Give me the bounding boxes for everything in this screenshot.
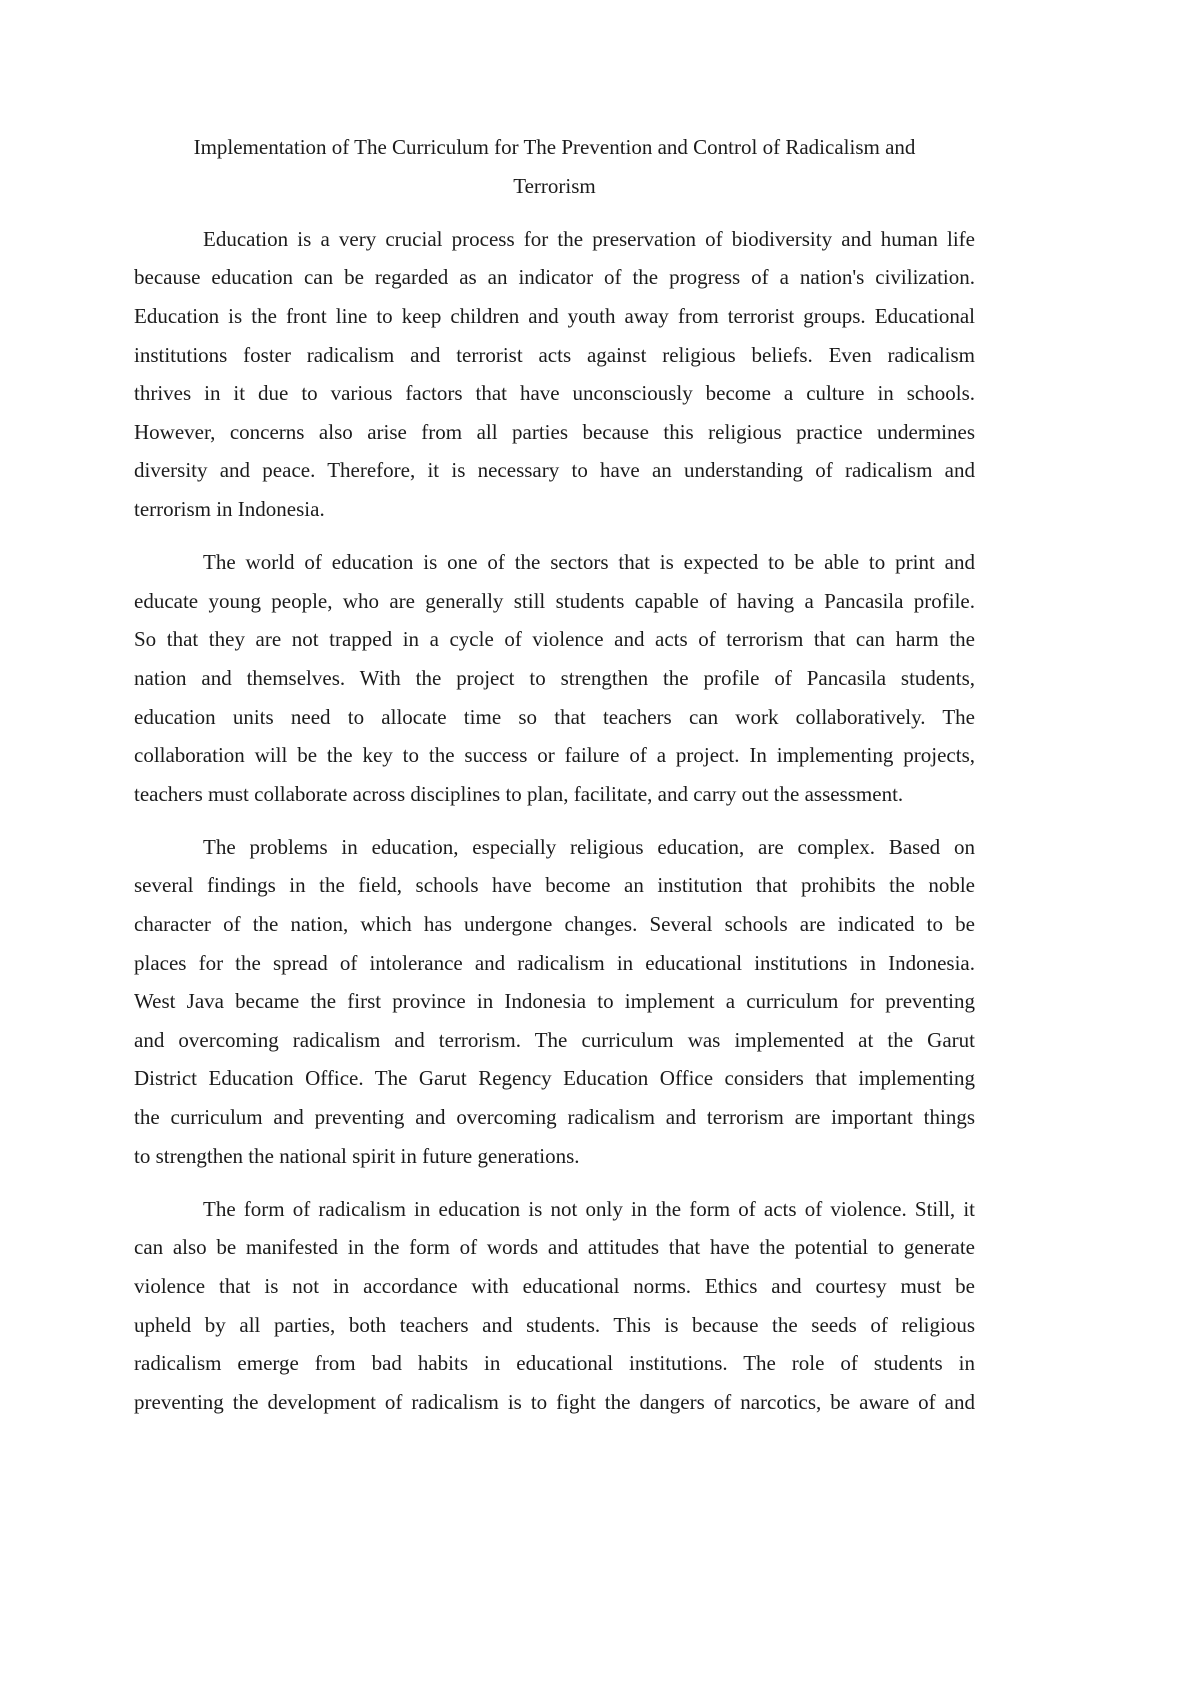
- paragraph-line: character of the nation, which has undergone changes. Several schools are indicated to be: [134, 912, 975, 937]
- document-title: [134, 128, 975, 205]
- title-line: Implementation of The Curriculum for The Prevention and Control of Radicalism and: [193, 135, 916, 159]
- paragraph-line: radicalism emerge from bad habits in educational institutions. The role of students in: [134, 1351, 975, 1376]
- paragraph-line: education units need to allocate time so that teachers can work collaboratively. The: [134, 704, 975, 729]
- paragraph-line: So that they are not trapped in a cycle of violence and acts of terrorism that can harm the: [134, 627, 975, 652]
- paragraph-2: [134, 543, 975, 813]
- paragraph-line: The world of education is one of the sectors that is expected to be able to print and: [203, 550, 975, 575]
- paragraph-line: West Java became the first province in Indonesia to implement a curriculum for preventing: [134, 989, 975, 1014]
- paragraph-line: educate young people, who are generally still students capable of having a Pancasila profile.: [134, 588, 975, 613]
- paragraph-line: Education is a very crucial process for the preservation of biodiversity and human life: [203, 226, 975, 251]
- paragraph-line: several findings in the field, schools have become an institution that prohibits the noble: [134, 873, 975, 898]
- paragraph-line: can also be manifested in the form of words and attitudes that have the potential to generate: [134, 1235, 975, 1260]
- paragraph-4: [134, 1190, 975, 1422]
- paragraph-line: Education is the front line to keep children and youth away from terrorist groups. Educational: [134, 303, 975, 328]
- paragraph-line: upheld by all parties, both teachers and students. This is because the seeds of religious: [134, 1312, 975, 1337]
- paragraph-line: terrorism in Indonesia.: [134, 496, 325, 521]
- paragraph-1: [134, 220, 975, 529]
- paragraph-line: the curriculum and preventing and overcoming radicalism and terrorism are important things: [134, 1105, 975, 1130]
- paragraph-line: The problems in education, especially religious education, are complex. Based on: [203, 834, 975, 859]
- title-line: Terrorism: [513, 173, 596, 198]
- paragraph-3: [134, 828, 975, 1175]
- paragraph-line: places for the spread of intolerance and radicalism in educational institutions in Indonesia.: [134, 950, 975, 975]
- paragraph-line: teachers must collaborate across disciplines to plan, facilitate, and carry out the assessment.: [134, 781, 904, 806]
- paragraph-line: thrives in it due to various factors that have unconsciously become a culture in schools.: [134, 381, 975, 406]
- paragraph-line: violence that is not in accordance with educational norms. Ethics and courtesy must be: [134, 1274, 975, 1298]
- paragraph-line: to strengthen the national spirit in future generations.: [134, 1143, 580, 1168]
- paragraph-line: collaboration will be the key to the success or failure of a project. In implementing projects,: [134, 743, 975, 768]
- paragraph-line: nation and themselves. With the project to strengthen the profile of Pancasila students,: [134, 665, 975, 690]
- paragraph-line: However, concerns also arise from all parties because this religious practice undermines: [134, 419, 975, 444]
- paragraph-line: preventing the development of radicalism is to fight the dangers of narcotics, be aware of and: [134, 1389, 975, 1414]
- paragraph-line: because education can be regarded as an indicator of the progress of a nation's civilization.: [134, 265, 975, 290]
- paragraph-line: District Education Office. The Garut Regency Education Office considers that implementing: [134, 1066, 975, 1091]
- paragraph-line: and overcoming radicalism and terrorism. The curriculum was implemented at the Garut: [134, 1027, 975, 1052]
- paragraph-line: institutions foster radicalism and terrorist acts against religious beliefs. Even radicalism: [134, 342, 975, 367]
- paragraph-line: The form of radicalism in education is not only in the form of acts of violence. Still, it: [203, 1196, 975, 1221]
- paragraph-line: diversity and peace. Therefore, it is necessary to have an understanding of radicalism and: [134, 458, 975, 483]
- document-page: [134, 128, 975, 1436]
